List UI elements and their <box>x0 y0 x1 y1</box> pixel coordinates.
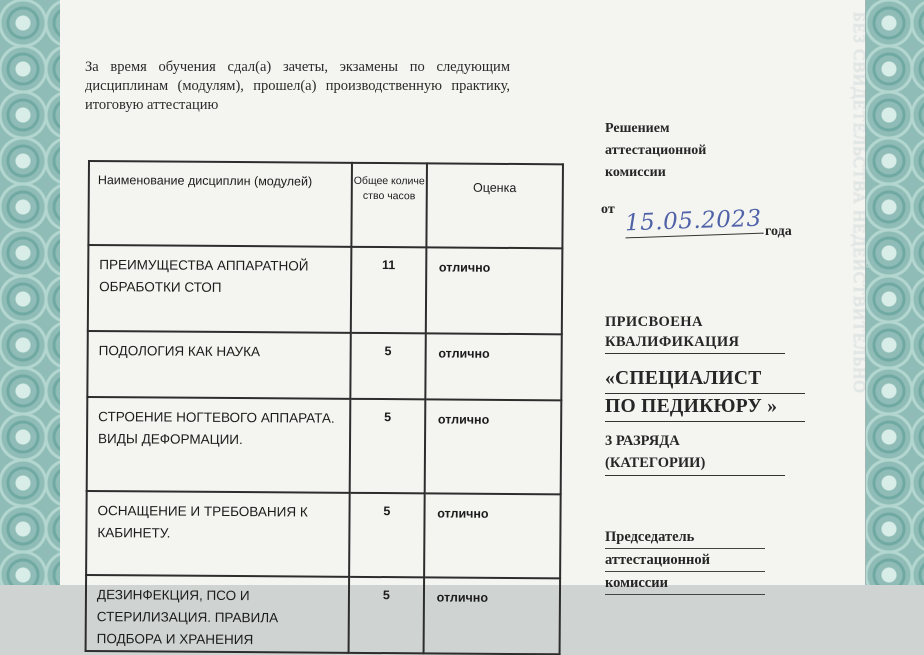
hours-cell: 5 <box>349 577 424 654</box>
security-pattern-right <box>865 0 924 585</box>
table-header-row <box>88 161 563 248</box>
hours-cell: 5 <box>350 333 425 400</box>
header-discipline-name: Наименование дисциплин (модулей) <box>88 161 352 247</box>
disciplines-table <box>85 160 564 655</box>
decision-date <box>601 202 792 245</box>
grade-cell: отлично <box>426 247 563 334</box>
chairman-line-3: комиссии <box>605 572 765 595</box>
discipline-name-cell: ОСНАЩЕНИЕ И ТРЕБОВАНИЯ К КАБИНЕТУ. <box>86 491 350 577</box>
header-grade: Оценка <box>426 163 563 248</box>
commission-decision-label: Решением аттестационной комиссии <box>605 121 707 180</box>
table-row <box>86 491 561 578</box>
assigned-line-1: ПРИСВОЕНА <box>605 314 703 330</box>
date-suffix: года <box>765 224 792 239</box>
grade-line-2: (КАТЕГОРИИ) <box>605 452 785 476</box>
hours-cell: 5 <box>350 399 425 494</box>
qualification-title <box>605 366 805 422</box>
qualification-line-1: «СПЕЦИАЛИСТ <box>605 366 805 394</box>
discipline-name-cell: ДЕЗИНФЕКЦИЯ, ПСО И СТЕРИЛИЗАЦИЯ. ПРАВИЛА ПОДБОРА И ХРАНЕНИЯ <box>86 575 350 653</box>
header-total-hours: Общее количе ство часов <box>351 163 426 248</box>
grade-cell: отлично <box>424 399 561 494</box>
table-row <box>88 245 563 334</box>
table-row <box>87 331 561 400</box>
grade-line-1: 3 РАЗРЯДА <box>605 433 680 449</box>
grade-cell: отлично <box>423 577 560 654</box>
date-prefix: от <box>601 202 615 217</box>
hours-cell: 5 <box>349 493 424 578</box>
vertical-watermark-text: БЕЗ СВИДЕТЕЛЬСТВА НЕДЕЙСТВИТЕЛЬНО <box>850 12 869 394</box>
grade-cell: отлично <box>425 333 562 400</box>
security-pattern-left <box>0 0 61 585</box>
assigned-line-2: КВАЛИФИКАЦИЯ <box>605 332 785 354</box>
chairman-line-2: аттестационной <box>605 549 765 572</box>
hours-cell: 11 <box>351 247 426 334</box>
handwritten-date: 15.05.2023 <box>624 205 763 237</box>
discipline-name-cell: ПРЕИМУЩЕСТВА АППАРАТНОЙ ОБРАБОТКИ СТОП <box>88 245 352 333</box>
table-row <box>87 397 562 494</box>
intro-paragraph: За время обучения сдал(а) зачеты, экзамены по следующим дисциплинам (модулям), прошел(а) производственную практику, итоговую аттестацию <box>85 59 510 113</box>
discipline-name-cell: СТРОЕНИЕ НОГТЕВОГО АППАРАТА. ВИДЫ ДЕФОРМАЦИИ. <box>87 397 351 493</box>
qualification-assigned-label <box>605 312 785 354</box>
qualification-line-2: ПО ПЕДИКЮРУ » <box>605 394 805 422</box>
discipline-name-cell: ПОДОЛОГИЯ КАК НАУКА <box>87 331 351 399</box>
table-row <box>86 575 561 654</box>
chairman-line-1: Председатель <box>605 526 765 549</box>
grade-cell: отлично <box>424 493 561 578</box>
qualification-grade <box>605 430 785 476</box>
